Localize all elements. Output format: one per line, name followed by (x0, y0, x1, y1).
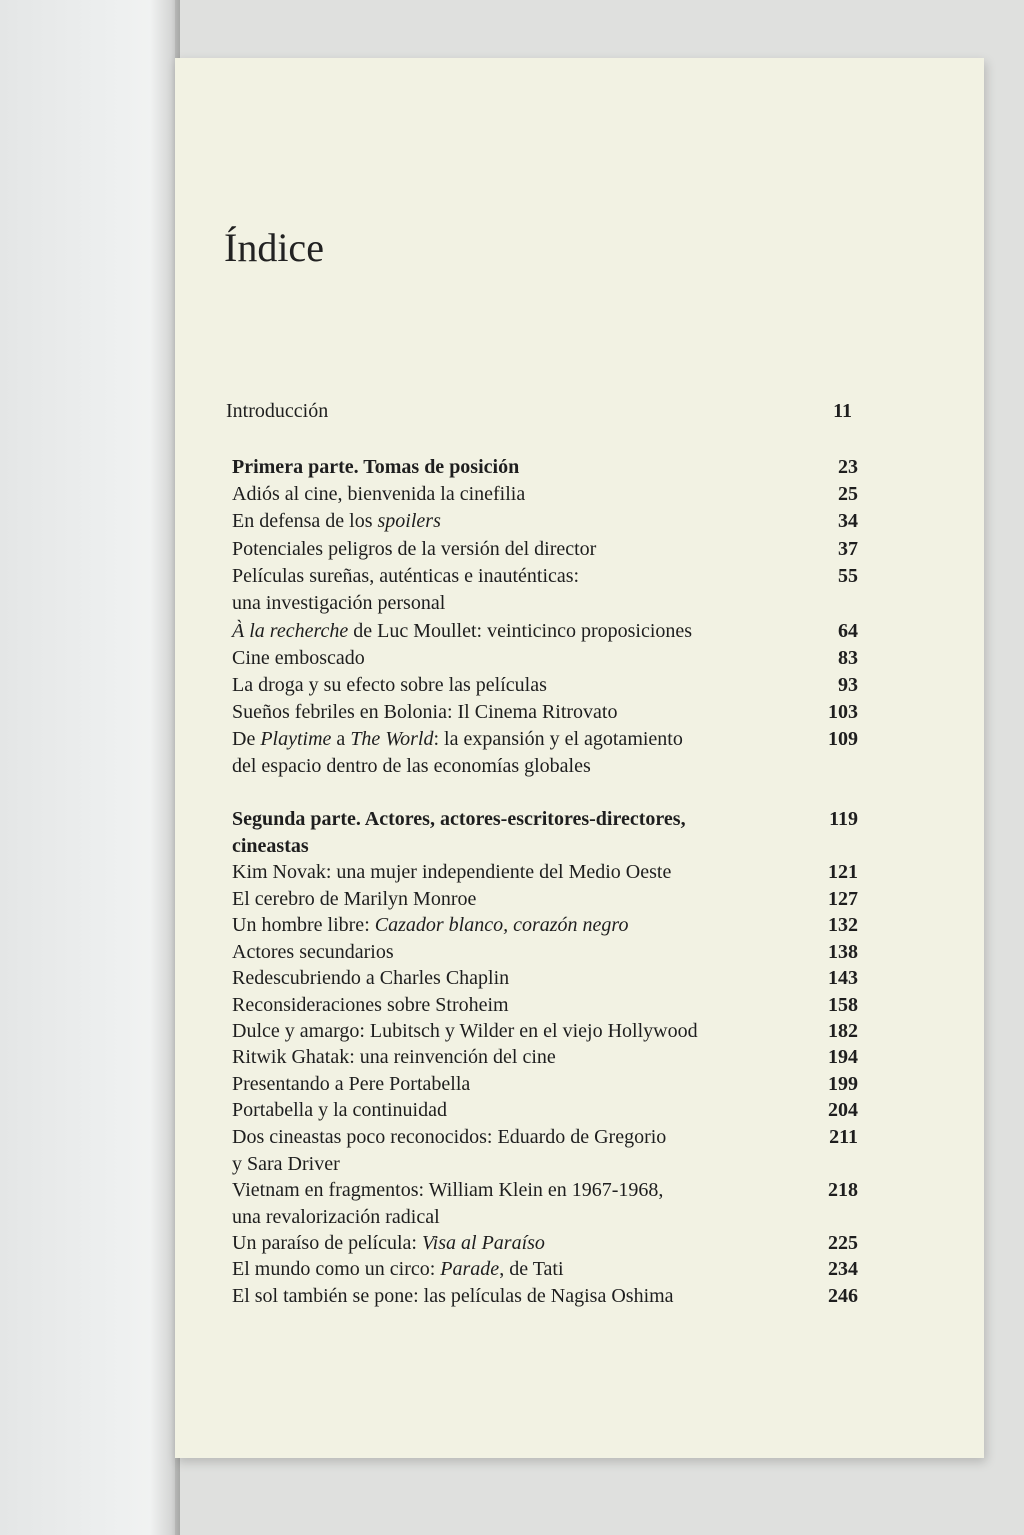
toc-entry (232, 992, 858, 1019)
toc-entry (232, 536, 858, 563)
toc-entry (232, 508, 858, 535)
toc-entry (232, 965, 858, 992)
toc-entry-page: 119 (829, 808, 858, 830)
toc-entry (232, 726, 858, 780)
toc-entry-page: 23 (838, 456, 858, 478)
toc-entry (232, 563, 858, 617)
toc-entry-page: 194 (828, 1046, 858, 1068)
toc-entry-title: El sol también se pone: las películas de Nagisa Oshima (232, 1285, 674, 1307)
toc-entry-page: 109 (828, 728, 858, 750)
toc-entry (232, 1230, 858, 1257)
toc-entry-page: 218 (828, 1179, 858, 1201)
toc-entry-title: La droga y su efecto sobre las películas (232, 674, 547, 696)
toc-part-heading (232, 806, 858, 860)
toc-entry-title: De Playtime a The World: la expansión y el agotamiento del espacio dentro de las economías globales (232, 728, 683, 777)
toc-entry (232, 672, 858, 699)
toc-entry-page: 127 (828, 888, 858, 910)
toc-entry-title: À la recherche de Luc Moullet: veinticinco proposiciones (232, 620, 693, 642)
toc-entry-title: Actores secundarios (232, 941, 394, 963)
toc-entry-page: 234 (828, 1258, 858, 1280)
toc-entry (232, 645, 858, 672)
toc-entry (232, 1018, 858, 1045)
toc-entry (232, 1256, 858, 1283)
toc-entry-page: 225 (828, 1232, 858, 1254)
toc-entry-page: 83 (838, 647, 858, 669)
toc-entry-title: El mundo como un circo: Parade, de Tati (232, 1258, 564, 1280)
toc-entry-title: Kim Novak: una mujer independiente del Medio Oeste (232, 861, 672, 883)
toc-entry-page: 143 (828, 967, 858, 989)
toc-entry-page: 25 (838, 483, 858, 505)
toc-entry-title: Reconsideraciones sobre Stroheim (232, 994, 509, 1016)
toc-entry (232, 912, 858, 939)
toc-entry-title: En defensa de los spoilers (232, 510, 441, 532)
toc-entry-title: Presentando a Pere Portabella (232, 1073, 471, 1095)
toc-entry-page: 121 (828, 861, 858, 883)
toc-part-heading (232, 454, 858, 481)
toc-entry (232, 939, 858, 966)
toc-entry-title: Segunda parte. Actores, actores-escritores-directores, cineastas (232, 808, 686, 857)
toc-entry-title: Un hombre libre: Cazador blanco, corazón negro (232, 914, 629, 936)
toc-entry-page: 138 (828, 941, 858, 963)
toc-entry-title: Adiós al cine, bienvenida la cinefilia (232, 483, 526, 505)
toc-entry-title: El cerebro de Marilyn Monroe (232, 888, 477, 910)
toc-entry-title: Cine emboscado (232, 647, 365, 669)
toc-entry-title: Vietnam en fragmentos: William Klein en 1967-1968, una revalorización radical (232, 1179, 664, 1228)
toc-entry (232, 699, 858, 726)
toc-entry-title: Potenciales peligros de la versión del director (232, 538, 597, 560)
toc-entry-title: Un paraíso de película: Visa al Paraíso (232, 1232, 545, 1254)
toc-entry-page: 158 (828, 994, 858, 1016)
toc-entry (232, 1177, 858, 1231)
toc-entry-page: 204 (828, 1099, 858, 1121)
toc-entry (232, 618, 858, 645)
toc-entry (232, 1283, 858, 1310)
toc-entry-title: Portabella y la continuidad (232, 1099, 447, 1121)
toc-entry-page: 199 (828, 1073, 858, 1095)
toc-entry (232, 886, 858, 913)
toc-entry-page: 132 (828, 914, 858, 936)
toc-entry (232, 859, 858, 886)
page-title: Índice (224, 225, 324, 270)
toc-entry-title: Dos cineastas poco reconocidos: Eduardo de Gregorio y Sara Driver (232, 1126, 667, 1175)
toc-entry (232, 1044, 858, 1071)
toc-entry (232, 1124, 858, 1178)
toc-entry (226, 398, 852, 425)
toc-entry (232, 1097, 858, 1124)
toc-entry-title: Ritwik Ghatak: una reinvención del cine (232, 1046, 556, 1068)
toc-entry (232, 481, 858, 508)
toc-entry-title: Dulce y amargo: Lubitsch y Wilder en el viejo Hollywood (232, 1020, 698, 1042)
toc-entry-page: 93 (838, 674, 858, 696)
toc-entry-page: 55 (838, 565, 858, 587)
toc-entry (232, 1071, 858, 1098)
toc-entry-page: 182 (828, 1020, 858, 1042)
toc-entry-title: Primera parte. Tomas de posición (232, 456, 520, 478)
toc-entry-page: 34 (838, 510, 858, 532)
toc-entry-title: Introducción (226, 400, 329, 422)
toc-entry-page: 211 (829, 1126, 858, 1148)
toc-entry-page: 103 (828, 701, 858, 723)
toc-entry-title: Películas sureñas, auténticas e inauténticas: una investigación personal (232, 565, 580, 614)
toc-entry-page: 246 (828, 1285, 858, 1307)
toc-entry-page: 11 (833, 400, 852, 422)
toc-entry-page: 64 (838, 620, 858, 642)
toc-entry-title: Redescubriendo a Charles Chaplin (232, 967, 510, 989)
toc-entry-page: 37 (838, 538, 858, 560)
toc-entry-title: Sueños febriles en Bolonia: Il Cinema Ritrovato (232, 701, 618, 723)
